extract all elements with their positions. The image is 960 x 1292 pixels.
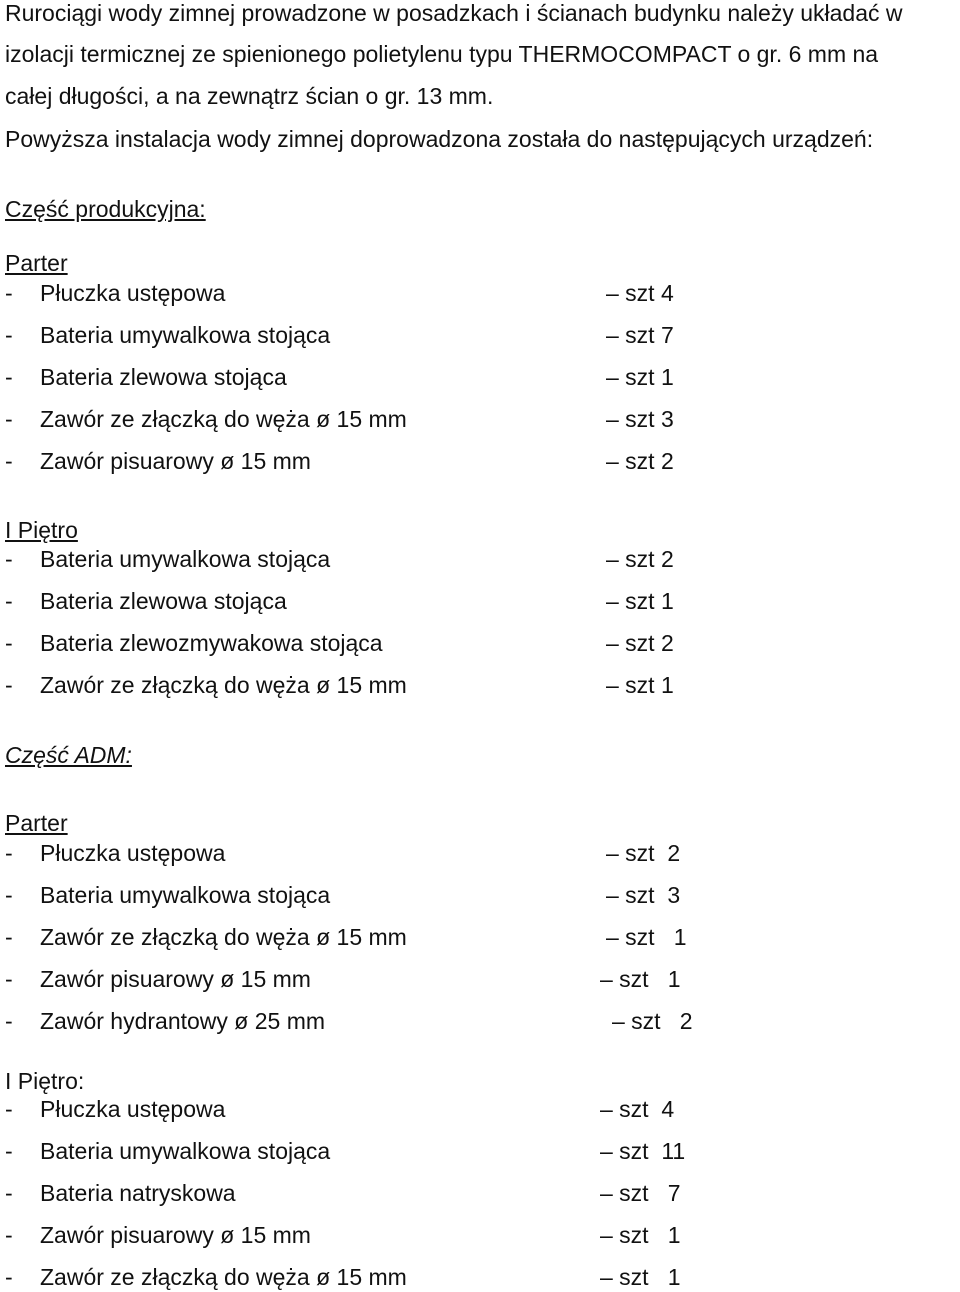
list-item [5,588,955,614]
list-dash: - [5,1180,13,1206]
section-title-production: Część produkcyjna: [5,196,206,222]
item-quantity: – szt 1 [600,966,681,992]
list-dash: - [5,966,13,992]
item-quantity: – szt 1 [606,672,674,698]
list-item [5,364,955,390]
list-item [5,1180,955,1206]
list-item [5,924,955,950]
item-name: Zawór pisuarowy ø 15 mm [40,966,311,992]
item-quantity: – szt 1 [600,1264,681,1290]
list-dash: - [5,1008,13,1034]
item-quantity: – szt 1 [606,364,674,390]
section-title-adm: Część ADM: [5,742,132,768]
item-quantity: – szt 1 [606,588,674,614]
item-name: Bateria umywalkowa stojąca [40,1138,331,1164]
item-name: Płuczka ustępowa [40,280,226,306]
item-name: Zawór ze złączką do węża ø 15 mm [40,924,407,950]
item-name: Zawór pisuarowy ø 15 mm [40,448,311,474]
group-title-first-floor: I Piętro [5,517,78,543]
list-item [5,1222,955,1248]
list-item [5,406,955,432]
list-dash: - [5,322,13,348]
list-dash: - [5,364,13,390]
list-item [5,546,955,572]
list-dash: - [5,1222,13,1248]
item-name: Bateria umywalkowa stojąca [40,882,331,908]
list-item [5,882,955,908]
item-quantity: – szt 1 [600,1222,681,1248]
item-quantity: – szt 7 [606,322,674,348]
item-name: Zawór ze złączką do węża ø 15 mm [40,1264,407,1290]
item-name: Zawór hydrantowy ø 25 mm [40,1008,326,1034]
item-name: Płuczka ustępowa [40,840,226,866]
item-name: Bateria zlewowa stojąca [40,364,287,390]
list-dash: - [5,1096,13,1122]
intro-line: całej długości, a na zewnątrz ścian o gr. 13 mm. [5,83,494,109]
item-name: Bateria zlewowa stojąca [40,588,287,614]
group-title-ground-floor: Parter [5,250,68,276]
list-item [5,1096,955,1122]
list-dash: - [5,588,13,614]
list-item [5,1264,955,1290]
list-item [5,448,955,474]
intro-line: Rurociągi wody zimnej prowadzone w posadzkach i ścianach budynku należy układać w [5,0,903,26]
list-dash: - [5,840,13,866]
item-name: Zawór ze złączką do węża ø 15 mm [40,406,407,432]
list-dash: - [5,1138,13,1164]
item-quantity: – szt 4 [600,1096,675,1122]
item-quantity: – szt 11 [600,1138,686,1164]
item-quantity: – szt 2 [612,1008,693,1034]
list-item [5,1008,955,1034]
list-dash: - [5,406,13,432]
item-quantity: – szt 4 [606,280,674,306]
list-dash: - [5,448,13,474]
item-quantity: – szt 7 [600,1180,681,1206]
list-item [5,966,955,992]
item-quantity: – szt 2 [606,840,681,866]
item-name: Zawór ze złączką do węża ø 15 mm [40,672,407,698]
list-item [5,630,955,656]
item-quantity: – szt 2 [606,630,674,656]
item-quantity: – szt 3 [606,882,681,908]
item-name: Zawór pisuarowy ø 15 mm [40,1222,311,1248]
group-title-ground-floor: Parter [5,810,68,836]
list-dash: - [5,1264,13,1290]
list-dash: - [5,280,13,306]
item-name: Bateria umywalkowa stojąca [40,546,331,572]
group-title-first-floor: I Piętro: [5,1068,85,1094]
item-name: Płuczka ustępowa [40,1096,226,1122]
list-dash: - [5,924,13,950]
list-dash: - [5,882,13,908]
intro-line: izolacji termicznej ze spienionego polietylenu typu THERMOCOMPACT o gr. 6 mm na [5,41,879,67]
list-item [5,1138,955,1164]
list-item [5,322,955,348]
item-quantity: – szt 2 [606,448,674,474]
list-item [5,280,955,306]
item-quantity: – szt 1 [606,924,687,950]
item-name: Bateria natryskowa [40,1180,236,1206]
intro-line: Powyższa instalacja wody zimnej doprowadzona została do następujących urządzeń: [5,126,874,152]
list-dash: - [5,546,13,572]
list-dash: - [5,672,13,698]
item-name: Bateria zlewozmywakowa stojąca [40,630,383,656]
item-name: Bateria umywalkowa stojąca [40,322,331,348]
list-item [5,672,955,698]
item-quantity: – szt 2 [606,546,674,572]
list-dash: - [5,630,13,656]
list-item [5,840,955,866]
item-quantity: – szt 3 [606,406,674,432]
